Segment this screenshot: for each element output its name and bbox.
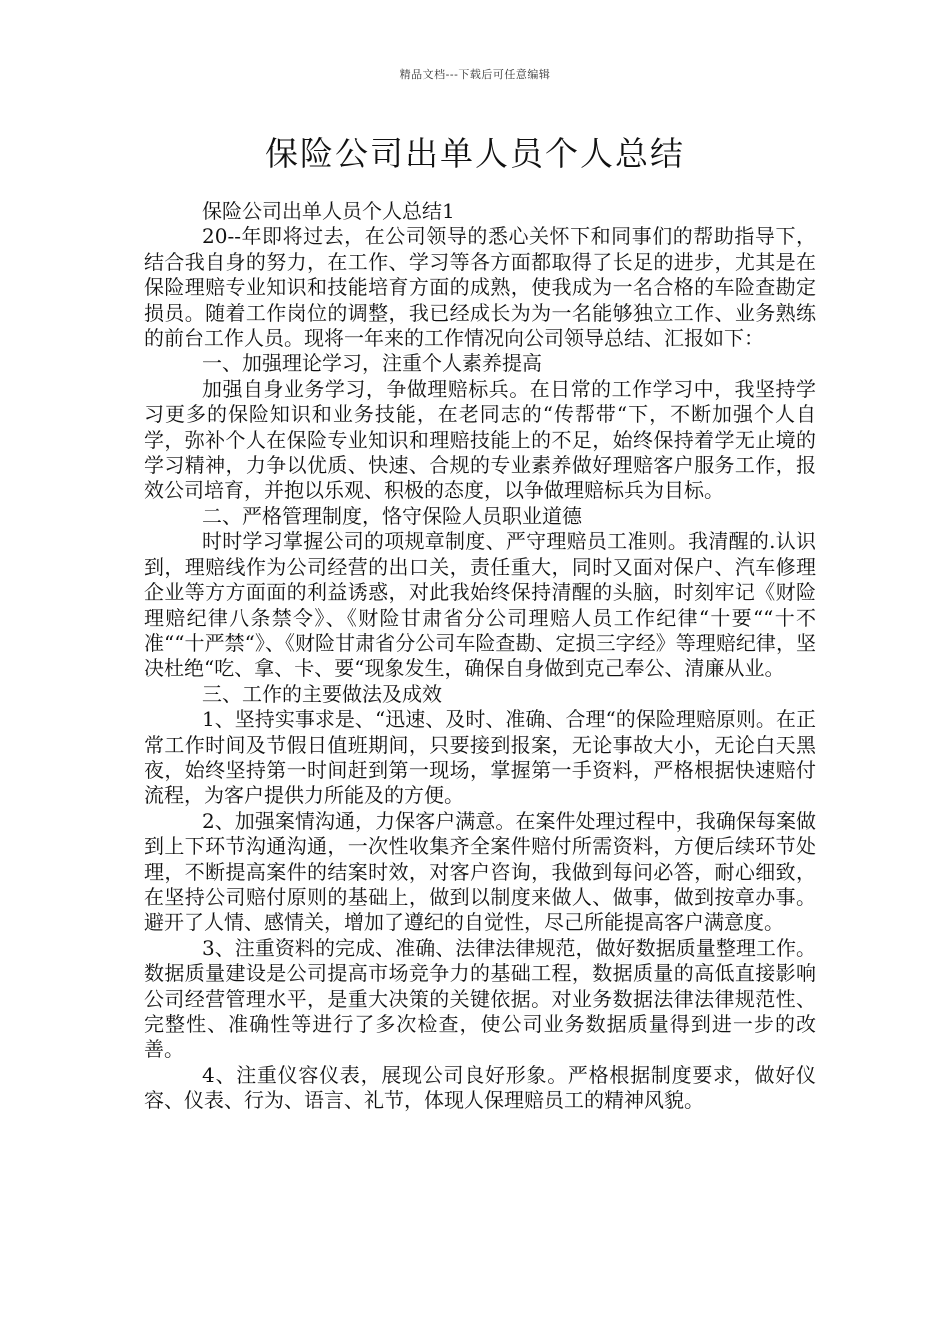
section-1-paragraph: 加强自身业务学习，争做理赔标兵。在日常的工作学习中，我坚持学习更多的保险知识和业务技能，在老同志的“传帮带“下，不断加强个人自学，弥补个人在保险专业知识和理赔技能上的不足，始终保持着学无止境的学习精神，力争以优质、快速、合规的专业素养做好理赔客户服务工作，报效公司培育，并抱以乐观、积极的态度，以争做理赔标兵为目标。 (144, 376, 816, 503)
intro-paragraph: 20--年即将过去，在公司领导的悉心关怀下和同事们的帮助指导下，结合我自身的努力，在工作、学习等各方面都取得了长足的进步，尤其是在保险理赔专业知识和技能培育方面的成熟，使我成为一名合格的车险查勘定损员。随着工作岗位的调整，我已经成长为为一名能够独立工作、业务熟练的前台工作人员。现将一年来的工作情况向公司领导总结、汇报如下： (144, 224, 816, 351)
section-2-paragraph: 时时学习掌握公司的项规章制度、严守理赔员工准则。我清醒的.认识到，理赔线作为公司经营的出口关，责任重大，同时又面对保户、汽车修理企业等方方面面的利益诱惑，对此我始终保持清醒的头脑，时刻牢记《财险理赔纪律八条禁令》、《财险甘肃省分公司理赔人员工作纪律“十要““十不准““十严禁“》、《财险甘肃省分公司车险查勘、定损三字经》等理赔纪律，坚决杜绝“吃、拿、卡、要“现象发生，确保自身做到克己奉公、清廉从业。 (144, 529, 816, 681)
document-title: 保险公司出单人员个人总结 (265, 134, 685, 173)
section-heading-3: 三、工作的主要做法及成效 (202, 681, 442, 706)
document-body (144, 199, 816, 1114)
section-3-item-3: 3、注重资料的完成、准确、法律法律规范，做好数据质量整理工作。数据质量建设是公司提高市场竞争力的基础工程，数据质量的高低直接影响公司经营管理水平，是重大决策的关键依据。对业务数据法律法律规范性、完整性、准确性等进行了多次检查，使公司业务数据质量得到进一步的改善。 (144, 935, 816, 1062)
section-3-item-2: 2、加强案情沟通，力保客户满意。在案件处理过程中，我确保每案做到上下环节沟通沟通，一次性收集齐全案件赔付所需资料，方便后续环节处理，不断提高案件的结案时效，对客户咨询，我做到每问必答，耐心细致，在坚持公司赔付原则的基础上，做到以制度来做人、做事，做到按章办事。避开了人情、感情关，增加了遵纪的自觉性，尽己所能提高客户满意度。 (144, 808, 816, 935)
section-3-item-1: 1、坚持实事求是、“迅速、及时、准确、合理“的保险理赔原则。在正常工作时间及节假日值班期间，只要接到报案，无论事故大小，无论白天黑夜，始终坚持第一时间赶到第一现场，掌握第一手资料，严格根据快速赔付流程，为客户提供力所能及的方便。 (144, 707, 816, 808)
section-heading-2: 二、严格管理制度，恪守保险人员职业道德 (202, 503, 582, 528)
document-header-note: 精品文档---下载后可任意编辑 (399, 68, 551, 81)
section-3-item-4: 4、注重仪容仪表，展现公司良好形象。严格根据制度要求，做好仪容、仪表、行为、语言、礼节，体现人保理赔员工的精神风貌。 (144, 1062, 816, 1113)
section-heading-1: 一、加强理论学习，注重个人素养提高 (202, 351, 542, 376)
subtitle-paragraph: 保险公司出单人员个人总结1 (202, 199, 455, 223)
